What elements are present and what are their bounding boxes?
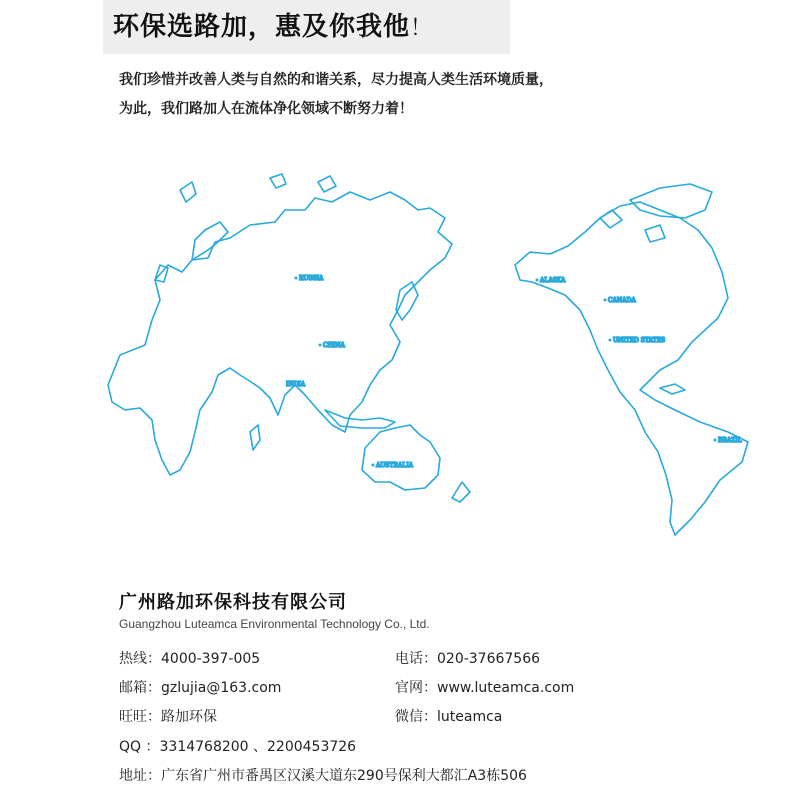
madagascar-outline xyxy=(250,425,260,450)
phone-value: 020-37667566 xyxy=(437,651,541,667)
wechat-row xyxy=(395,706,502,726)
wangwang-label: 旺旺 xyxy=(119,709,147,725)
email-sep: ： xyxy=(147,680,161,696)
brazil-label: BRAZIL xyxy=(718,437,742,444)
email-row xyxy=(119,677,281,697)
address-sep: ： xyxy=(147,768,161,784)
united-states-label: UNITED STATES xyxy=(613,337,666,344)
brazil-marker xyxy=(714,439,717,442)
company-info xyxy=(119,588,430,631)
hotline-sep: ： xyxy=(147,651,161,667)
headline xyxy=(113,6,433,43)
company-name-en: Guangzhou Luteamca Environmental Technology Co., Ltd. xyxy=(119,617,430,631)
company-name-cn: 广州路加环保科技有限公司 xyxy=(119,592,347,613)
intro-line-2: 为此，我们路加人在流体净化领域不断努力着！ xyxy=(119,101,413,117)
russia-label: RUSSIA xyxy=(299,275,324,282)
india-label: INDIA xyxy=(286,381,306,388)
alaska-marker xyxy=(536,279,539,282)
qq-row xyxy=(119,736,356,756)
wechat-sep: ： xyxy=(423,709,437,725)
wangwang-value: 路加环保 xyxy=(161,709,217,725)
americas-outline xyxy=(515,202,748,535)
hotline-label: 热线 xyxy=(119,651,147,667)
qq-sep: ： xyxy=(145,739,160,755)
headline-exclamation: ！ xyxy=(410,16,434,41)
indonesia-outline xyxy=(325,410,395,428)
alaska-label: ALASKA xyxy=(540,277,566,284)
website-label: 官网 xyxy=(395,680,423,696)
headline-text: 环保选路加，惠及你我他 xyxy=(113,12,411,42)
qq-label: QQ xyxy=(119,739,146,755)
canada-marker xyxy=(604,299,607,302)
arctic-islands-outline xyxy=(180,174,336,202)
eurasia-africa-outline xyxy=(108,192,452,475)
australia-outline xyxy=(362,425,440,490)
australia-label: AUSTRALIA xyxy=(376,462,414,469)
wechat-label: 微信 xyxy=(395,709,423,725)
china-label: CHINA xyxy=(323,342,345,349)
website-value[interactable]: www.luteamca.com xyxy=(437,680,575,696)
phone-row xyxy=(395,648,540,668)
hotline-value: 4000-397-005 xyxy=(161,651,261,667)
japan-outline xyxy=(396,282,418,320)
phone-sep: ： xyxy=(423,651,437,667)
phone-label: 电话 xyxy=(395,651,423,667)
qq-value: 3314768200 、2200453726 xyxy=(159,739,357,755)
greenland-outline xyxy=(630,184,712,218)
united-states-marker xyxy=(609,339,612,342)
website-row xyxy=(395,677,574,697)
wangwang-sep: ： xyxy=(147,709,161,725)
hotline-row xyxy=(119,648,260,668)
address-label: 地址 xyxy=(119,768,147,784)
intro-line-1: 我们珍惜并改善人类与自然的和谐关系，尽力提高人类生活环境质量， xyxy=(119,72,553,88)
canada-label: CANADA xyxy=(608,297,636,304)
caribbean-outline xyxy=(660,384,685,394)
wechat-value: luteamca xyxy=(437,709,503,725)
china-marker xyxy=(319,344,322,347)
website-sep: ： xyxy=(423,680,437,696)
intro-text xyxy=(119,66,553,124)
russia-marker xyxy=(295,277,298,280)
australia-marker xyxy=(372,464,375,467)
address-value: 广东省广州市番禺区汉溪大道东290号保利大都汇A3栋506 xyxy=(161,768,527,784)
address-row xyxy=(119,765,527,785)
new-zealand-outline xyxy=(452,482,470,502)
email-value[interactable]: gzlujia@163.com xyxy=(161,680,282,696)
email-label: 邮箱 xyxy=(119,680,147,696)
wangwang-row xyxy=(119,706,217,726)
world-map xyxy=(100,170,790,540)
